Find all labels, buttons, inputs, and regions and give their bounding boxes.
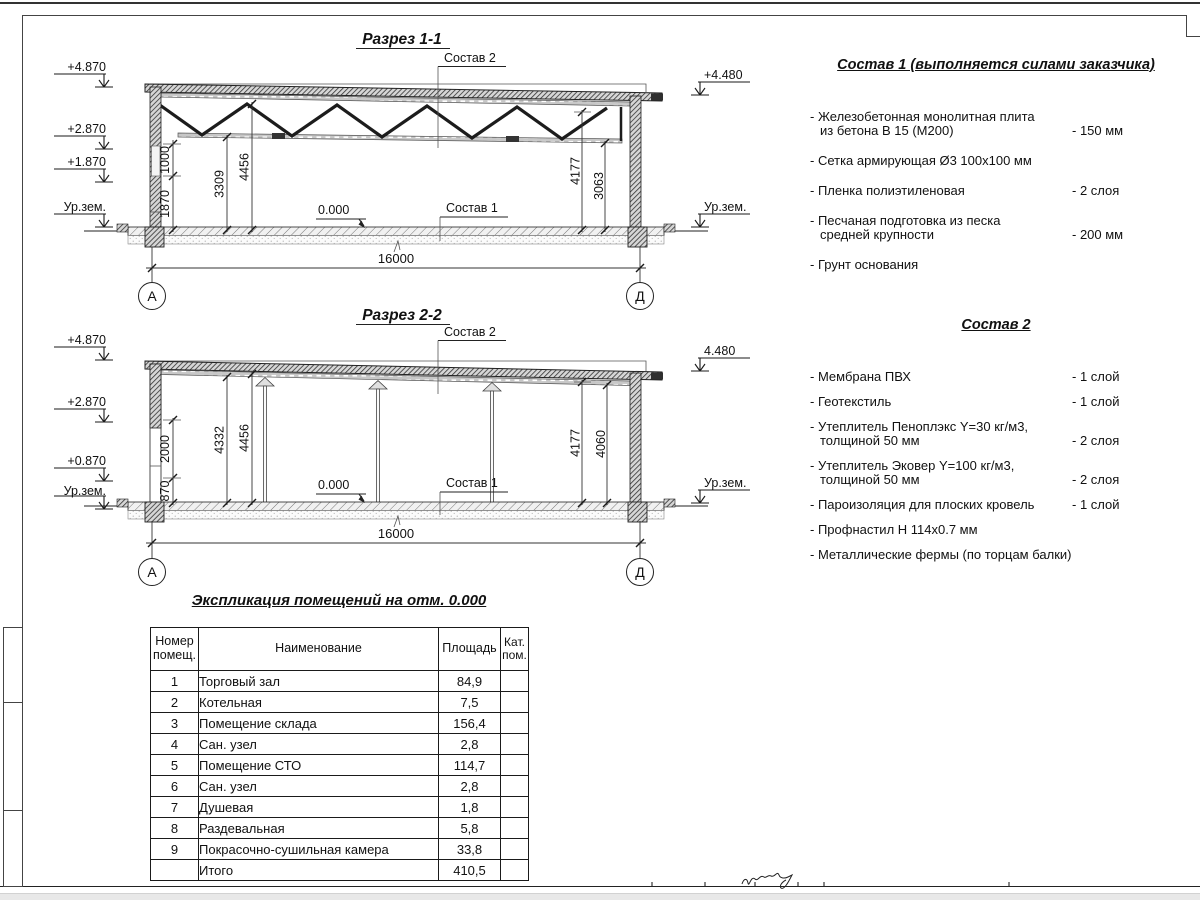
room-number: 5 xyxy=(151,755,199,776)
titleblock-marks xyxy=(652,873,1009,888)
material-line: - Пароизоляция для плоских кровель xyxy=(810,497,1035,512)
material-value: - 200 мм xyxy=(1072,227,1124,242)
foundation-right xyxy=(628,502,647,522)
section1-title: Разрез 1-1 xyxy=(362,31,442,48)
room-category xyxy=(501,734,529,755)
room-number: 3 xyxy=(151,713,199,734)
foundation-left xyxy=(145,227,164,247)
col-header-name: Наименование xyxy=(199,628,439,671)
room-category xyxy=(501,860,529,881)
section-1-drawing xyxy=(54,31,750,310)
table-row xyxy=(151,755,529,776)
sostav2-title: Состав 2 xyxy=(961,317,1031,333)
col-header-area: Площадь xyxy=(439,628,501,671)
dim-870: 870 xyxy=(158,480,172,502)
elevation-label: Ур.зем. xyxy=(704,476,747,490)
col-header-number: Номер помещ. xyxy=(151,628,199,671)
span-dimension xyxy=(146,521,646,558)
column-capital xyxy=(483,383,501,392)
sostav1-block xyxy=(810,58,1182,288)
room-name: Котельная xyxy=(199,692,439,713)
sand-bed xyxy=(128,511,664,520)
roof-end-bracket xyxy=(651,94,663,101)
material-text xyxy=(810,523,1072,537)
material-line: - Геотекстиль xyxy=(810,394,892,409)
material-value: - 1 слой xyxy=(1072,369,1120,384)
table-row xyxy=(151,818,529,839)
dim-4177: 4177 xyxy=(568,157,583,185)
span-label: 16000 xyxy=(377,251,415,266)
zero-label: 0.000 xyxy=(318,478,350,492)
material-item xyxy=(810,420,1182,448)
elevation-label: +2.870 xyxy=(67,395,106,409)
material-value: - 1 слой xyxy=(1072,394,1120,409)
sostav2-block xyxy=(810,318,1182,573)
room-area: 1,8 xyxy=(439,797,501,818)
material-text xyxy=(810,395,1072,409)
room-number: 6 xyxy=(151,776,199,797)
room-name: Помещение СТО xyxy=(199,755,439,776)
truss-splice-plate xyxy=(272,133,285,139)
elevation-label: 4.480 xyxy=(704,344,736,358)
elevation-label: +4.870 xyxy=(67,333,106,347)
right-wall xyxy=(630,373,641,503)
foundation-right xyxy=(628,227,647,247)
material-item xyxy=(810,154,1182,168)
room-area: 2,8 xyxy=(439,776,501,797)
column-capital xyxy=(256,378,274,387)
material-text xyxy=(810,184,1072,198)
axis-letter-d: Д xyxy=(635,288,645,304)
room-category xyxy=(501,692,529,713)
material-line: - Железобетонная монолитная плита xyxy=(810,109,1035,124)
table-row xyxy=(151,692,529,713)
material-item xyxy=(810,548,1182,562)
room-area: 5,8 xyxy=(439,818,501,839)
room-name: Покрасочно-сушильная камера xyxy=(199,839,439,860)
material-item xyxy=(810,459,1182,487)
room-name: Сан. узел xyxy=(199,776,439,797)
interior-column xyxy=(377,389,380,503)
ground-ledge xyxy=(664,499,675,507)
left-wall-panel xyxy=(150,364,161,428)
elevation-label: +1.870 xyxy=(67,155,106,169)
table-row xyxy=(151,797,529,818)
room-number: 1 xyxy=(151,671,199,692)
dim-4456: 4456 xyxy=(237,153,252,181)
explication-table xyxy=(150,627,529,881)
material-line: - Утеплитель Пеноплэкс Y=30 кг/м3, xyxy=(810,419,1029,434)
table-header-row xyxy=(151,628,529,671)
room-number xyxy=(151,860,199,881)
material-text xyxy=(810,154,1072,168)
room-area: 84,9 xyxy=(439,671,501,692)
elevation-label: +2.870 xyxy=(67,122,106,136)
material-line: - Пленка полиэтиленовая xyxy=(810,183,965,198)
room-area: 114,7 xyxy=(439,755,501,776)
ground-ledge xyxy=(117,499,128,507)
sostav2-callout: Состав 2 xyxy=(444,325,496,339)
room-name: Торговый зал xyxy=(199,671,439,692)
sostav2-leader xyxy=(438,325,506,394)
roof-end-bracket xyxy=(651,373,663,380)
interior-column xyxy=(264,386,267,503)
material-text xyxy=(810,258,1072,272)
section2-title: Разрез 2-2 xyxy=(362,307,442,324)
truss-splice-plate xyxy=(506,136,519,142)
material-line: - Профнастил Н 114x0.7 мм xyxy=(810,522,978,537)
elevation-label: +4.480 xyxy=(704,68,743,82)
elevation-label: Ур.зем. xyxy=(704,200,747,214)
room-category xyxy=(501,671,529,692)
sand-bed xyxy=(128,236,664,245)
room-category xyxy=(501,818,529,839)
section-2-drawing xyxy=(54,307,750,586)
material-item xyxy=(810,523,1182,537)
material-text xyxy=(810,110,1072,138)
table-row xyxy=(151,671,529,692)
room-number: 7 xyxy=(151,797,199,818)
material-line: толщиной 50 мм xyxy=(820,433,920,448)
room-name: Сан. узел xyxy=(199,734,439,755)
room-area: 33,8 xyxy=(439,839,501,860)
dim-3063: 3063 xyxy=(592,172,606,200)
elevation-label: Ур.зем. xyxy=(63,200,106,214)
zero-label: 0.000 xyxy=(318,203,350,217)
sostav1-callout: Состав 1 xyxy=(446,201,498,215)
room-category xyxy=(501,776,529,797)
dim-4060: 4060 xyxy=(594,430,608,458)
room-number: 9 xyxy=(151,839,199,860)
signature-scribble xyxy=(742,873,792,888)
room-area: 156,4 xyxy=(439,713,501,734)
dim-1870: 1870 xyxy=(158,190,172,218)
dim-4177: 4177 xyxy=(568,429,583,457)
material-text xyxy=(810,420,1072,448)
room-area: 7,5 xyxy=(439,692,501,713)
vertical-dimensions xyxy=(158,370,611,507)
material-line: - Утеплитель Эковер Y=100 кг/м3, xyxy=(810,458,1015,473)
elevation-label: +4.870 xyxy=(67,60,106,74)
material-item xyxy=(810,184,1182,198)
elevation-label: +0.870 xyxy=(67,454,106,468)
table-row xyxy=(151,734,529,755)
total-area: 410,5 xyxy=(439,860,501,881)
total-label: Итого xyxy=(199,860,439,881)
room-category xyxy=(501,797,529,818)
material-value: - 150 мм xyxy=(1072,123,1124,138)
table-row-total xyxy=(151,860,529,881)
material-line: - Песчаная подготовка из песка xyxy=(810,213,1001,228)
material-text xyxy=(810,459,1072,487)
table-row xyxy=(151,713,529,734)
dim-2000: 2000 xyxy=(158,435,172,463)
room-number: 2 xyxy=(151,692,199,713)
col-header-category: Кат. пом. xyxy=(501,628,529,671)
span-label: 16000 xyxy=(377,526,415,541)
material-text xyxy=(810,370,1072,384)
room-name: Душевая xyxy=(199,797,439,818)
column-capital xyxy=(369,381,387,390)
span-dimension xyxy=(146,247,646,282)
material-line: средней крупности xyxy=(820,227,934,242)
material-line: - Металлические фермы (по торцам балки) xyxy=(810,547,1072,562)
right-wall xyxy=(630,96,641,228)
dim-4456: 4456 xyxy=(237,424,252,452)
material-item xyxy=(810,498,1182,512)
axis-letter-a: А xyxy=(147,564,157,580)
dim-1000: 1000 xyxy=(158,146,172,174)
room-name: Раздевальная xyxy=(199,818,439,839)
material-text xyxy=(810,498,1072,512)
floor-slab xyxy=(128,502,664,511)
table-row xyxy=(151,839,529,860)
material-item xyxy=(810,370,1182,384)
axis-letter-d: Д xyxy=(635,564,645,580)
sostav1-callout: Состав 1 xyxy=(446,476,498,490)
sostav1-title: Состав 1 (выполняется силами заказчика) xyxy=(837,57,1155,73)
material-text xyxy=(810,214,1072,242)
elevation-label: Ур.зем. xyxy=(63,484,106,498)
sostav2-callout: Состав 2 xyxy=(444,51,496,65)
room-number: 8 xyxy=(151,818,199,839)
material-item xyxy=(810,110,1182,138)
room-category xyxy=(501,839,529,860)
room-area: 2,8 xyxy=(439,734,501,755)
material-value: - 2 слоя xyxy=(1072,183,1120,198)
dim-4332: 4332 xyxy=(212,426,227,454)
material-value: - 1 слой xyxy=(1072,497,1120,512)
room-category xyxy=(501,713,529,734)
axis-markers xyxy=(139,559,654,586)
material-line: из бетона В 15 (М200) xyxy=(820,123,954,138)
ground-ledge xyxy=(664,224,675,232)
material-item xyxy=(810,258,1182,272)
material-line: - Грунт основания xyxy=(810,257,919,272)
explication-title: Экспликация помещений на отм. 0.000 xyxy=(191,592,487,609)
material-item xyxy=(810,395,1182,409)
table-row xyxy=(151,776,529,797)
room-name: Помещение склада xyxy=(199,713,439,734)
material-text xyxy=(810,548,1072,562)
ground-ledge xyxy=(117,224,128,232)
material-value: - 2 слоя xyxy=(1072,433,1120,448)
dim-3309: 3309 xyxy=(212,170,227,198)
axis-markers xyxy=(139,283,654,310)
material-item xyxy=(810,214,1182,242)
room-category xyxy=(501,755,529,776)
material-line: толщиной 50 мм xyxy=(820,472,920,487)
floor-zero-mark xyxy=(316,478,366,503)
material-value: - 2 слоя xyxy=(1072,472,1120,487)
room-number: 4 xyxy=(151,734,199,755)
material-line: - Мембрана ПВХ xyxy=(810,369,911,384)
floor-zero-mark xyxy=(316,203,366,228)
axis-letter-a: А xyxy=(147,288,157,304)
material-line: - Сетка армирующая Ø3 100x100 мм xyxy=(810,153,1032,168)
foundation-left xyxy=(145,502,164,522)
